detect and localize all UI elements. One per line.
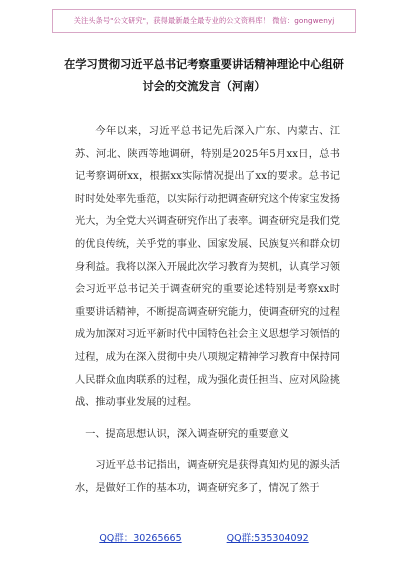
promo-banner-text: 关注头条号"公文研究"，获得最新最全最专业的公文资料库！ 微信：gongwenyj [73, 16, 335, 25]
section-heading-1: 一、提高思想认识，深入调查研究的重要意义 [85, 428, 289, 440]
footer-qq-group-1[interactable]: QQ群：30265665 [99, 533, 182, 544]
body-paragraph-1: 今年以来，习近平总书记先后深入广东、内蒙古、江苏、河北、陕西等地调研，特别是2025年5月xx日，总书记考察调研xx，根据xx实际情况提出了xx的要求。总书记时时处处率先垂范，以实际行动把调查研究这个传家宝发扬光大，为全党大兴调查研究作出了表率。调查研究是我们党的优良传统，关乎党的事业、国家发展、民族复兴和群众切身利益。我将以深入开展此次学习教育为契机，认真学习领会习近平总书记关于调查研究的重要论述特别是考察xx时重要讲话精神，不断提高调查研究能力，使调查研究的过程成为加深对习近平新时代中国特色社会主义思想学习领悟的过程，成为在深入贯彻中央八项规定精神学习教育中保持同人民群众血肉联系的过程，成为强化责任担当、应对风险挑战、推动事业发展的过程。 [75, 126, 340, 409]
document-title-line1: 在学习贯彻习近平总书记考察重要讲话精神理论中心组研 [64, 58, 344, 71]
footer [0, 530, 408, 544]
document-title-line2: 讨会的交流发言（河南） [142, 80, 266, 93]
promo-banner [52, 9, 356, 33]
document-body [75, 121, 340, 510]
footer-qq-group-2[interactable]: QQ群:535304092 [226, 533, 309, 544]
body-paragraph-2: 习近平总书记指出，调查研究是获得真知灼见的源头活水，是做好工作的基本功，调查研究多了，情况了然于 [75, 460, 340, 494]
